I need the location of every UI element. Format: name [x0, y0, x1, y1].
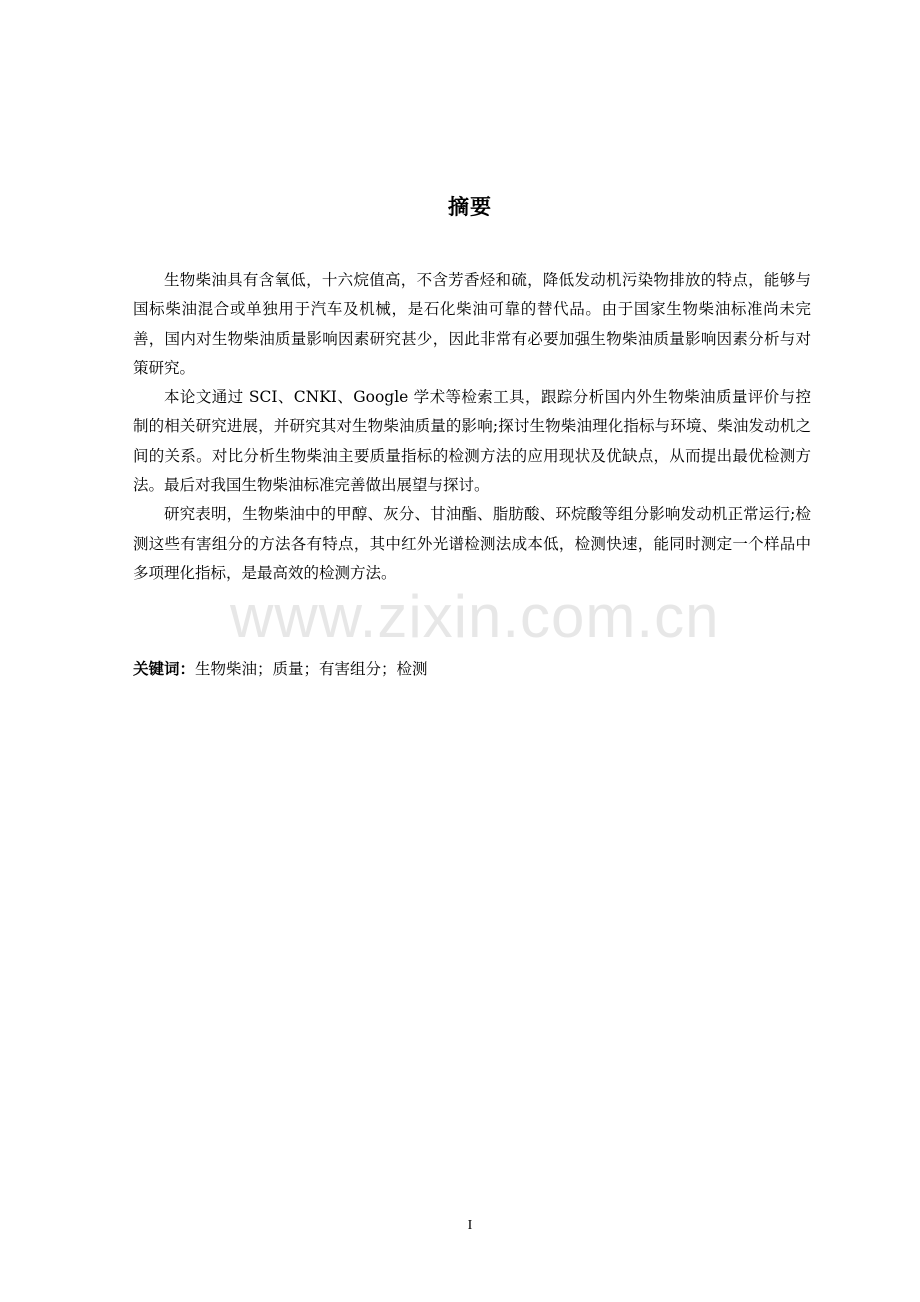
abstract-body — [133, 266, 811, 588]
watermark-text: www.zixin.com.cn — [230, 583, 720, 650]
abstract-paragraph-3: 研究表明，生物柴油中的甲醇、灰分、甘油酯、脂肪酸、环烷酸等组分影响发动机正常运行;检测这些有害组分的方法各有特点，其中红外光谱检测法成本低，检测快速，能同时测定一个样品中多项理化指标，是最高效的检测方法。 — [133, 505, 811, 582]
keywords-text: 生物柴油；质量；有害组分；检测 — [195, 660, 428, 678]
page-number: I — [467, 1218, 473, 1233]
abstract-paragraph-2: 本论文通过 SCI、CNKI、Google 学术等检索工具，跟踪分析国内外生物柴油质量评价与控制的相关研究进展，并研究其对生物柴油质量的影响;探讨生物柴油理化指标与环境、柴油发动机之间的关系。对比分析生物柴油主要质量指标的检测方法的应用现状及优缺点，从而提出最优检测方法。最后对我国生物柴油标准完善做出展望与探讨。 — [133, 388, 811, 495]
keywords-label: 关键词： — [133, 660, 196, 678]
abstract-title: 摘要 — [448, 195, 492, 219]
keywords-line — [133, 655, 811, 684]
abstract-paragraph-1: 生物柴油具有含氧低，十六烷值高，不含芳香烃和硫，降低发动机污染物排放的特点，能够与国标柴油混合或单独用于汽车及机械，是石化柴油可靠的替代品。由于国家生物柴油标准尚未完善，国内对生物柴油质量影响因素研究甚少，因此非常有必要加强生物柴油质量影响因素分析与对策研究。 — [133, 271, 811, 377]
